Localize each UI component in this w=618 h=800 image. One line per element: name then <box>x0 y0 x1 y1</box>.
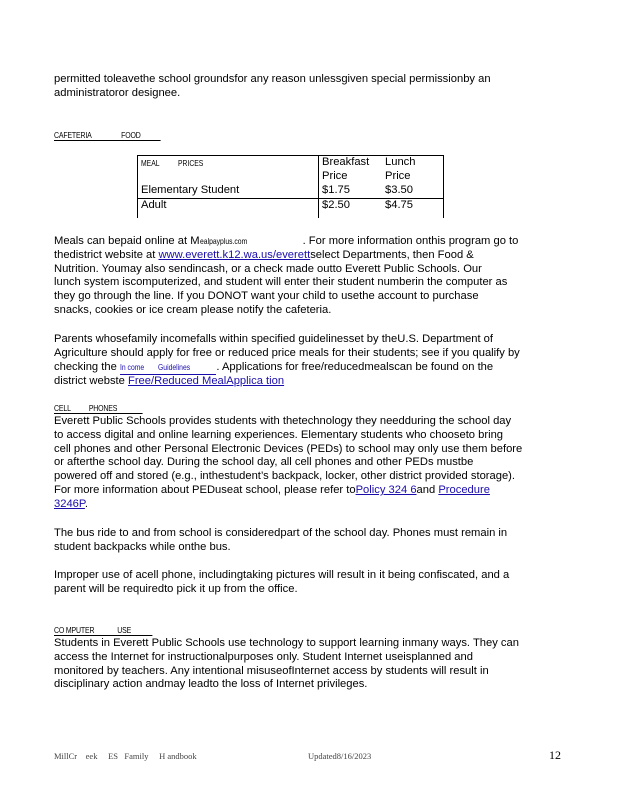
text-line: student backpacks while onthe bus. <box>54 540 231 553</box>
text-line: Improper use of acell phone, includingtaking pictures will result in it being confiscated, and a <box>54 569 510 581</box>
text: Meals can bepaid online at M <box>54 235 200 247</box>
intro-line: permitted toleavethe school groundsfor any reason unlessgiven special permissionby an <box>54 73 491 85</box>
improper-use-paragraph <box>54 569 564 597</box>
footer-updated-date: Updated8/16/2023 <box>308 751 372 761</box>
footer-handbook-title: MillCr eek ES Family H andbook <box>54 751 197 761</box>
text-line: parent will be requiredto pick it up from the office. <box>54 582 298 595</box>
text-line: Nutrition. Youmay also sendincash, or a check made outto Everett Public Schools. Our <box>54 262 482 275</box>
text-line: lunch system iscomputerized, and student will enter their student numberin the computer as <box>54 276 508 289</box>
heading-word: CO MPUTER <box>54 625 95 635</box>
page-number: 12 <box>549 748 561 762</box>
table-header-word: PRICES <box>178 158 204 168</box>
table-cell: $3.50 <box>385 184 413 196</box>
table-header-meal-prices <box>141 157 210 171</box>
text-line: Agriculture should apply for free or reduced price meals for their students; see if you qualify by <box>54 346 520 359</box>
cafeteria-food-heading <box>54 130 161 141</box>
text: select Departments, then Food & <box>310 248 474 261</box>
table-cell: $4.75 <box>385 199 413 211</box>
meal-prices-table <box>137 155 444 218</box>
table-row <box>141 184 239 198</box>
text: thedistrict website at <box>54 248 159 261</box>
heading-word: FOOD <box>121 130 141 140</box>
table-cell: $2.50 <box>322 199 350 211</box>
computer-use-heading <box>54 625 152 636</box>
row-label: Elementary Student <box>141 184 240 196</box>
heading-word: CAFETERIA <box>54 130 92 140</box>
cell-phones-heading <box>54 403 143 414</box>
text: . Applications for free/reducedmealscan be found on the <box>216 360 494 373</box>
intro-paragraph <box>54 73 564 101</box>
heading-word: PHONES <box>88 403 118 413</box>
text-line: snacks, cookies or ice cream please notify the cafeteria. <box>54 303 332 316</box>
text-line <box>54 361 564 376</box>
text: checking the <box>54 360 120 373</box>
policy-3246-link[interactable]: Policy 324 6 <box>355 483 417 496</box>
heading-word: USE <box>117 625 132 635</box>
text: and <box>416 483 439 496</box>
text: . <box>84 497 89 510</box>
table-header-word: MEAL <box>141 158 160 168</box>
computer-use-paragraph <box>54 637 564 692</box>
text: district webste <box>54 375 128 388</box>
text-line: powered off and stored (e.g., inthestudent’s backpack, locker, other district provided storage). <box>54 470 516 483</box>
header-text: Lunch <box>385 156 416 168</box>
row-label: Adult <box>141 199 167 211</box>
text-line: they go through the line. If you DONOT want your child to usethe account to purchase <box>54 290 479 303</box>
heading-word: CELL <box>54 403 71 413</box>
text-line <box>54 235 564 249</box>
table-header-lunch <box>385 156 415 184</box>
text-line <box>54 375 564 389</box>
text-line <box>54 498 564 512</box>
district-website-link[interactable]: www.everett.k12.wa.us/everett <box>158 248 311 261</box>
table-cell: $1.75 <box>322 184 350 196</box>
link-text: In come <box>119 361 145 372</box>
text-line <box>54 484 564 498</box>
text-line: access the Internet for instructionalpurposes only. Student Internet useisplanned and <box>54 650 473 663</box>
text-line: Parents whosefamily incomefalls within specified guidelinesset by theU.S. Department of <box>54 333 494 345</box>
text: For more information about PEDuseat school, please refer to <box>54 483 356 496</box>
bus-ride-paragraph <box>54 527 564 555</box>
text-line: to access digital and online learning experiences. Elementary students who chooseto bring <box>54 428 504 441</box>
link-text: Guidelines <box>158 361 191 372</box>
text-line: The bus ride to and from school is consideredpart of the school day. Phones must remain in <box>54 527 508 539</box>
table-header-breakfast <box>322 156 369 184</box>
procedure-3246p-link[interactable]: 3246P <box>54 497 85 510</box>
text-line: monitored by teachers. Any intentional misuseofInternet access by students will result in <box>54 664 489 677</box>
header-text: Price <box>322 169 348 182</box>
text-line: disciplinary action andmay leadto the loss of Internet privileges. <box>54 678 368 691</box>
income-guidelines-link[interactable] <box>120 361 216 376</box>
intro-line: administratoror designee. <box>54 86 181 99</box>
text-line <box>54 249 564 263</box>
header-text: Price <box>385 169 411 182</box>
table-row <box>141 199 167 213</box>
free-reduced-paragraph <box>54 333 564 389</box>
text-line: Students in Everett Public Schools use technology to support learning inmany ways. They can <box>54 637 519 649</box>
text: . For more information onthis program go to <box>302 235 519 247</box>
procedure-link[interactable]: Procedure <box>438 483 490 496</box>
text-line: or afterthe school day. During the school day, all cell phones and other PEDs mustbe <box>54 456 474 469</box>
cell-phones-paragraph <box>54 415 564 512</box>
header-text: Breakfast <box>322 156 370 168</box>
meal-payment-paragraph <box>54 235 564 318</box>
text-line: cell phones and other Personal Electronic Devices (PEDs) to school may only use them before <box>54 442 523 455</box>
mealpayplus-site: ealpayplus.com <box>199 236 247 246</box>
text-line: Everett Public Schools provides students with thetechnology they needduring the school day <box>54 415 512 427</box>
free-reduced-application-link[interactable]: Free/Reduced MealApplica tion <box>128 375 285 388</box>
